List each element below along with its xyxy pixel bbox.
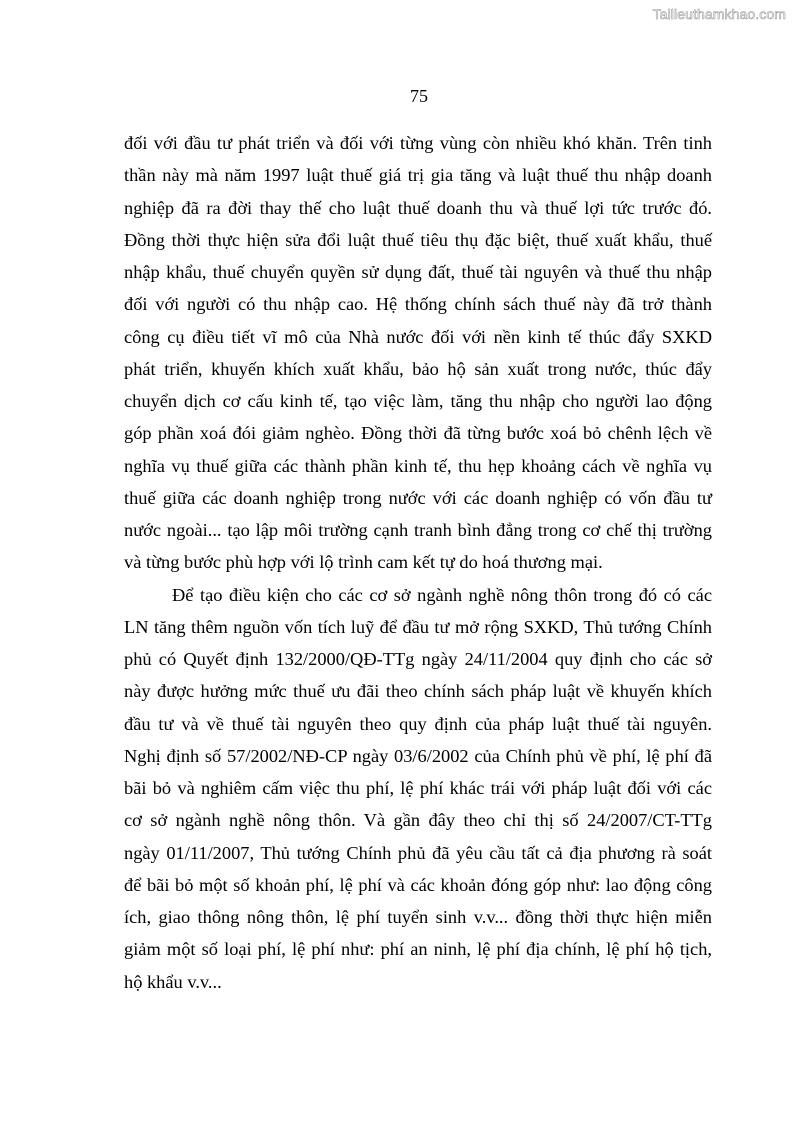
text-line: bãi bỏ và nghiêm cấm việc thu phí, lệ phí khác trái với pháp luật đối với các bbox=[124, 778, 712, 798]
text-line: đối với đầu tư phát triển và đối với từng vùng còn nhiều khó khăn. Trên tinh bbox=[124, 133, 712, 153]
text-line: Nghị định số 57/2002/NĐ-CP ngày 03/6/2002 của Chính phủ về phí, lệ phí đã bbox=[124, 745, 712, 766]
text-line: Đồng thời thực hiện sửa đổi luật thuế tiêu thụ đặc biệt, thuế xuất khẩu, thuế bbox=[124, 229, 712, 250]
text-line: nước ngoài... tạo lập môi trường cạnh tranh bình đẳng trong cơ chế thị trường bbox=[124, 520, 712, 540]
text-line: đối với người có thu nhập cao. Hệ thống chính sách thuế này đã trở thành bbox=[124, 294, 712, 315]
text-line: góp phần xoá đói giảm nghèo. Đồng thời đã từng bước xoá bỏ chênh lệch về bbox=[124, 423, 712, 444]
page-number: 75 bbox=[410, 86, 428, 106]
paragraph-1 bbox=[124, 127, 712, 579]
text-line: LN tăng thêm nguồn vốn tích luỹ để đầu tư mở rộng SXKD, Thủ tướng Chính bbox=[124, 616, 712, 637]
text-line: chuyển dịch cơ cấu kinh tế, tạo việc làm, tăng thu nhập cho người lao động bbox=[124, 391, 712, 411]
text-line: công cụ điều tiết vĩ mô của Nhà nước đối với nền kinh tế thúc đẩy SXKD bbox=[124, 326, 712, 347]
text-line: giảm một số loại phí, lệ phí như: phí an ninh, lệ phí địa chính, lệ phí hộ tịch, bbox=[124, 939, 712, 960]
text-line: và từng bước phù hợp với lộ trình cam kết tự do hoá thương mại. bbox=[124, 552, 603, 573]
text-line: ích, giao thông nông thôn, lệ phí tuyển sinh v.v... đồng thời thực hiện miễn bbox=[124, 907, 712, 927]
text-line: nghĩa vụ thuế giữa các thành phần kinh tế, thu hẹp khoảng cách về nghĩa vụ bbox=[124, 455, 712, 476]
text-line: đầu tư và về thuế tài nguyên theo quy định của pháp luật thuế tài nguyên. bbox=[124, 713, 712, 734]
text-line: phủ có Quyết định 132/2000/QĐ-TTg ngày 24/11/2004 quy định cho các sở bbox=[124, 649, 712, 669]
text-line: thuế giữa các doanh nghiệp trong nước với các doanh nghiệp có vốn đầu tư bbox=[124, 487, 712, 508]
watermark: Tailieuthamkhao.com bbox=[652, 6, 786, 22]
text-line: thần này mà năm 1997 luật thuế giá trị gia tăng và luật thuế thu nhập doanh bbox=[124, 165, 712, 186]
text-line: để bãi bỏ một số khoản phí, lệ phí và các khoản đóng góp như: lao động công bbox=[124, 874, 712, 895]
text-line: ngày 01/11/2007, Thủ tướng Chính phủ đã yêu cầu tất cả địa phương rà soát bbox=[124, 842, 712, 863]
text-line: nhập khẩu, thuế chuyển quyền sử dụng đất, thuế tài nguyên và thuế thu nhập bbox=[124, 262, 712, 282]
text-line: cơ sở ngành nghề nông thôn. Và gần đây theo chỉ thị số 24/2007/CT-TTg bbox=[124, 810, 712, 831]
paragraph-2 bbox=[124, 579, 712, 998]
body-text bbox=[124, 127, 712, 998]
text-line: này được hưởng mức thuế ưu đãi theo chính sách pháp luật về khuyến khích bbox=[124, 681, 712, 702]
text-line: nghiệp đã ra đời thay thế cho luật thuế doanh thu và thuế lợi tức trước đó. bbox=[124, 197, 712, 218]
text-line: Để tạo điều kiện cho các cơ sở ngành nghề nông thôn trong đó có các bbox=[172, 584, 712, 605]
text-line: phát triển, khuyến khích xuất khẩu, bảo hộ sản xuất trong nước, thúc đẩy bbox=[124, 358, 712, 379]
text-line: hộ khẩu v.v... bbox=[124, 971, 222, 992]
